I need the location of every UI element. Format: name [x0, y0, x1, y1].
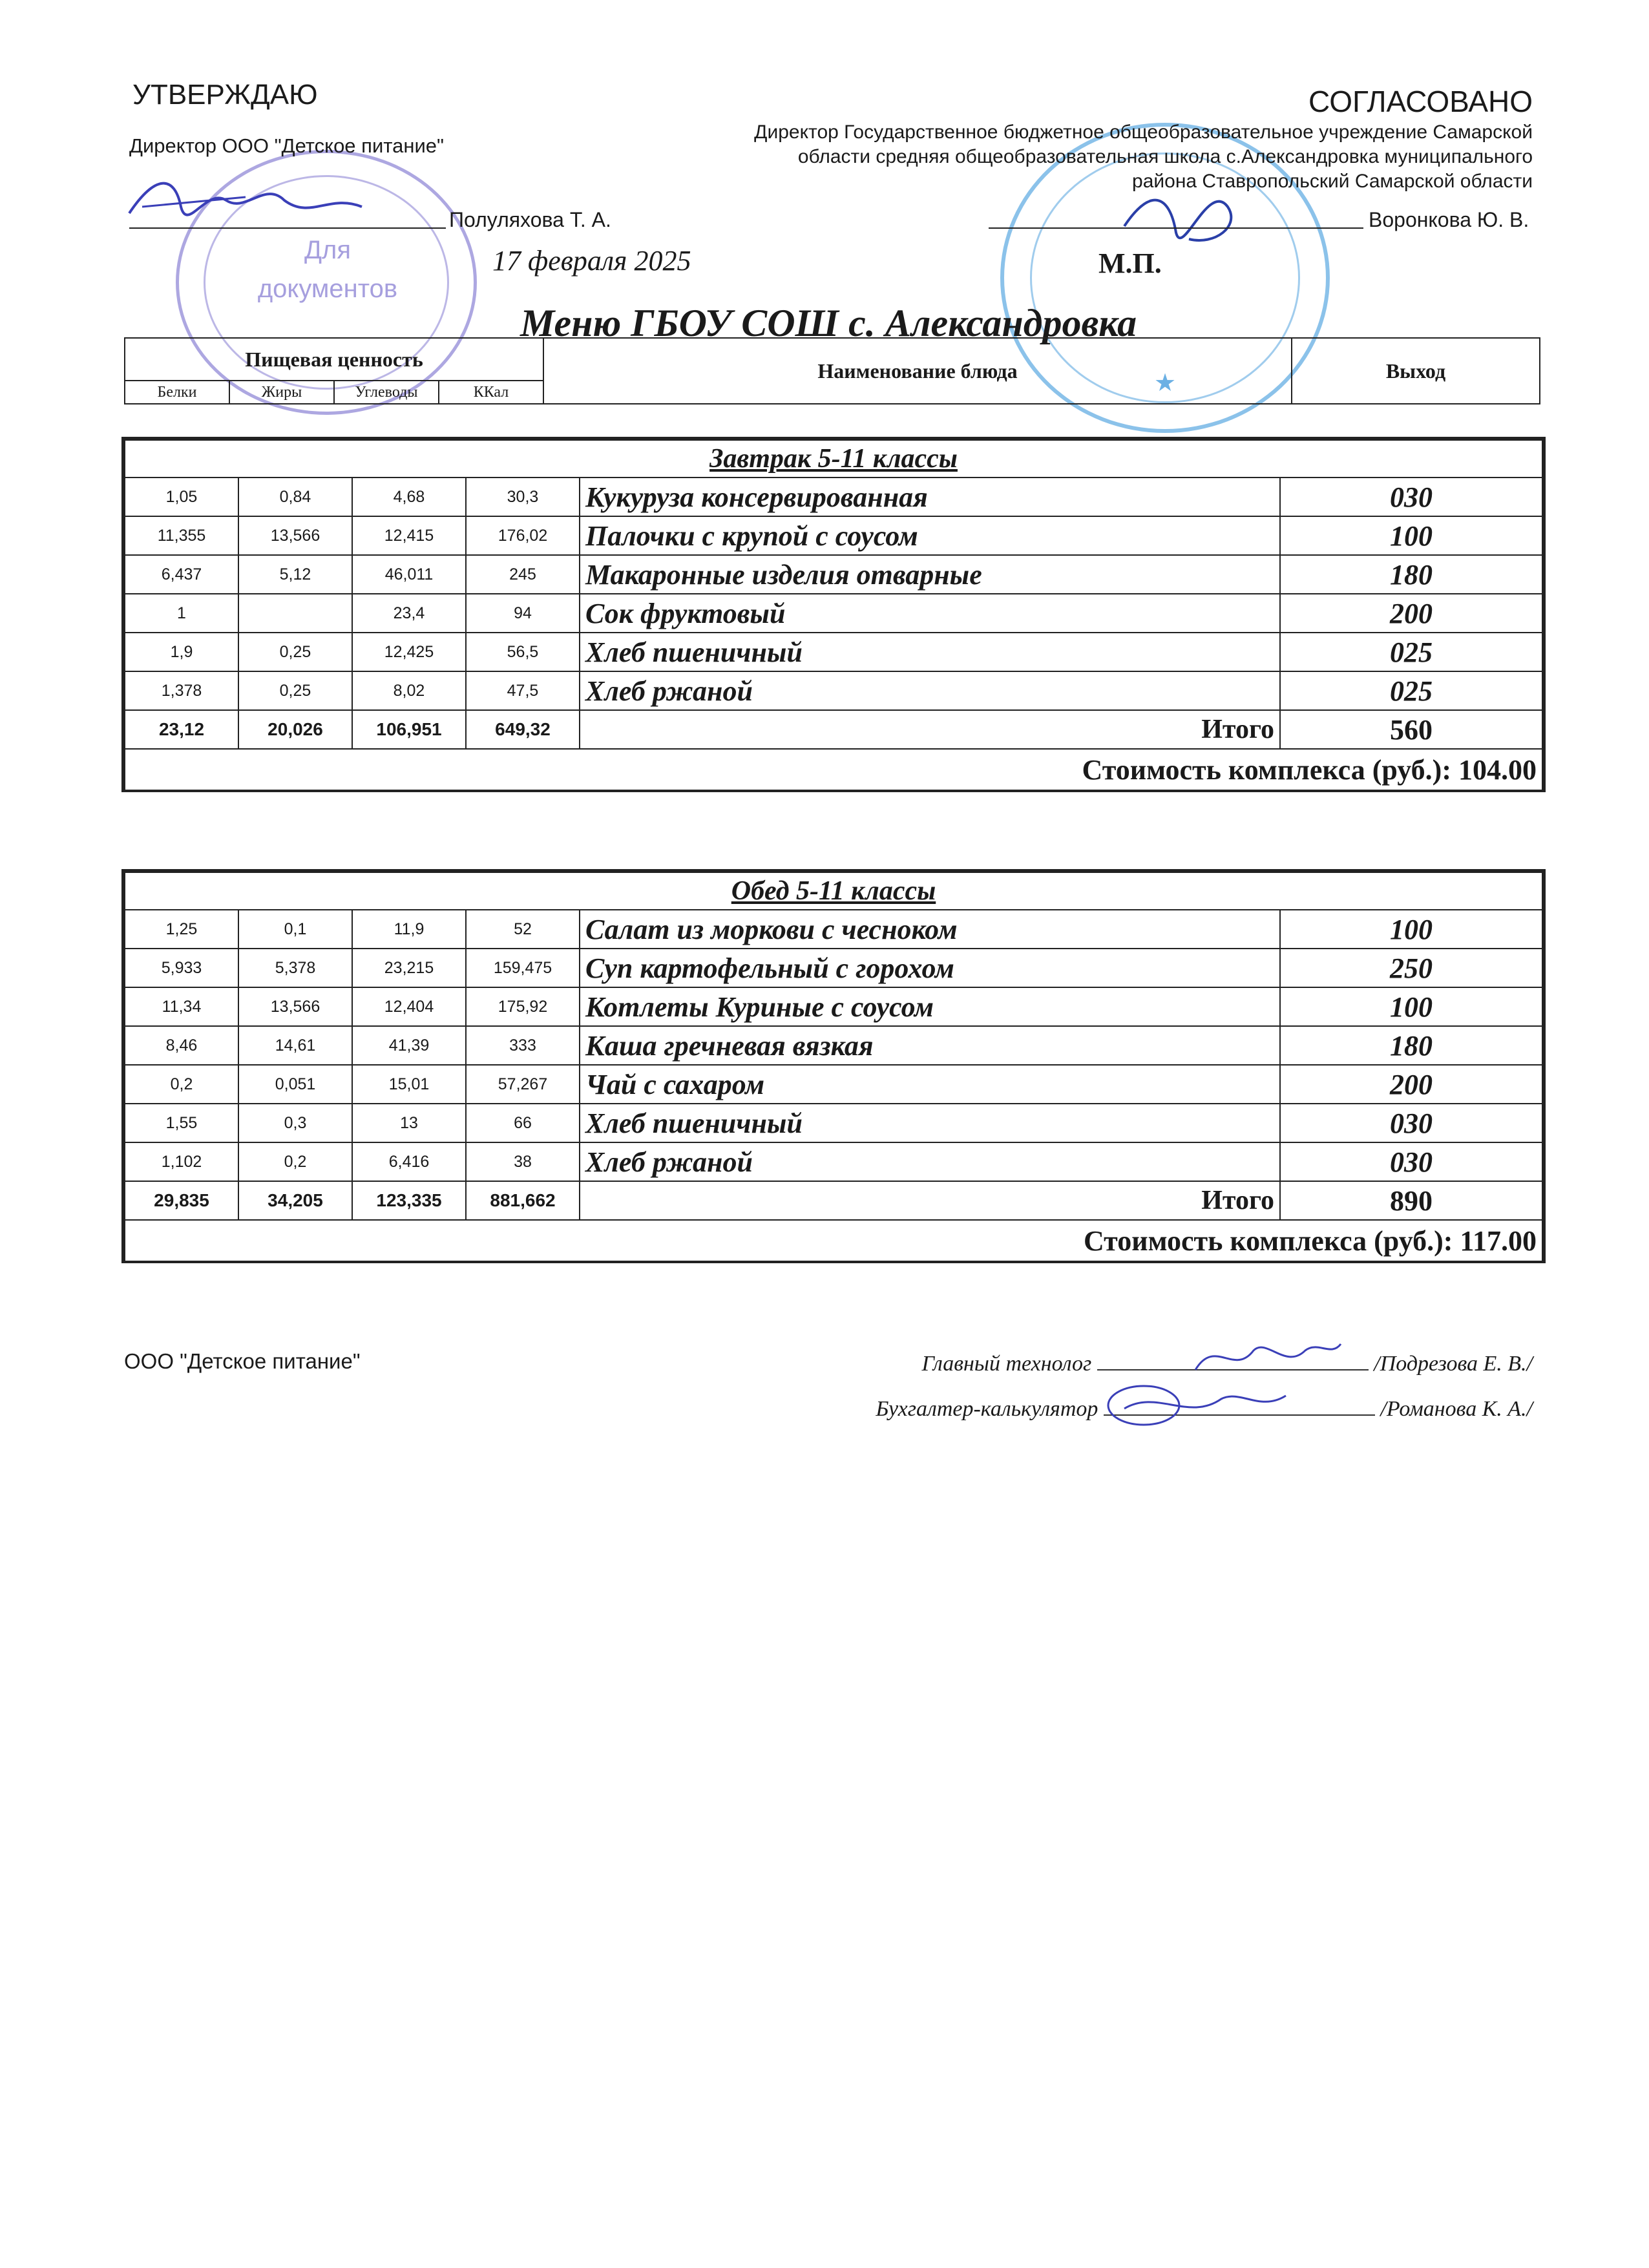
table-row — [125, 1026, 1542, 1065]
dish-cell: Хлеб ржаной — [580, 671, 1280, 710]
approve-title: УТВЕРЖДАЮ — [132, 79, 318, 110]
proteins-cell: 8,46 — [125, 1026, 238, 1065]
kcal-cell: 66 — [466, 1104, 580, 1142]
dish-cell: Котлеты Куриные с соусом — [580, 987, 1280, 1026]
kcal-cell: 333 — [466, 1026, 580, 1065]
fats-cell: 0,84 — [238, 478, 352, 516]
agreed-title: СОГЛАСОВАНО — [1308, 85, 1533, 118]
yield-cell: 180 — [1280, 555, 1542, 594]
company-name: ООО "Детское питание" — [124, 1349, 361, 1373]
lunch-block — [121, 869, 1546, 1263]
yield-cell: 030 — [1280, 478, 1542, 516]
total-fats: 20,026 — [238, 710, 352, 749]
table-row — [125, 633, 1542, 671]
approve-signature — [116, 162, 375, 246]
proteins-cell: 11,34 — [125, 987, 238, 1026]
fats-cell: 5,378 — [238, 949, 352, 987]
table-row — [125, 1065, 1542, 1104]
agreed-signature-line — [989, 227, 1363, 229]
kcal-cell: 56,5 — [466, 633, 580, 671]
fats-cell — [238, 594, 352, 633]
table-row — [125, 949, 1542, 987]
kcal-cell: 57,267 — [466, 1065, 580, 1104]
dish-cell: Кукуруза консервированная — [580, 478, 1280, 516]
carbs-cell: 23,215 — [352, 949, 466, 987]
fats-cell: 5,12 — [238, 555, 352, 594]
carbs-cell: 15,01 — [352, 1065, 466, 1104]
fats-cell: 0,2 — [238, 1142, 352, 1181]
total-proteins: 23,12 — [125, 710, 238, 749]
kcal-cell: 52 — [466, 910, 580, 949]
column-header-table — [124, 337, 1540, 404]
yield-cell: 030 — [1280, 1104, 1542, 1142]
fats-cell: 0,25 — [238, 671, 352, 710]
dish-cell: Макаронные изделия отварные — [580, 555, 1280, 594]
breakfast-block — [121, 437, 1546, 792]
total-row — [125, 710, 1542, 749]
dish-cell: Хлеб пшеничный — [580, 1104, 1280, 1142]
carbs-cell: 23,4 — [352, 594, 466, 633]
carbs-cell: 12,404 — [352, 987, 466, 1026]
fats-cell: 0,1 — [238, 910, 352, 949]
proteins-cell: 1,25 — [125, 910, 238, 949]
approve-signature-line — [129, 227, 446, 229]
kcal-cell: 38 — [466, 1142, 580, 1181]
total-kcal: 881,662 — [466, 1181, 580, 1220]
lunch-cost: Стоимость комплекса (руб.): 117.00 — [125, 1220, 1542, 1261]
proteins-cell: 1,378 — [125, 671, 238, 710]
carbs-header: Углеводы — [334, 381, 439, 404]
dish-cell: Сок фруктовый — [580, 594, 1280, 633]
dish-cell: Суп картофельный с горохом — [580, 949, 1280, 987]
dish-cell: Хлеб ржаной — [580, 1142, 1280, 1181]
yield-cell: 200 — [1280, 594, 1542, 633]
total-label: Итого — [580, 710, 1280, 749]
kcal-cell: 245 — [466, 555, 580, 594]
total-carbs: 123,335 — [352, 1181, 466, 1220]
left-stamp-text: Для документов — [257, 236, 398, 303]
breakfast-cost: Стоимость комплекса (руб.): 104.00 — [125, 749, 1542, 790]
yield-cell: 025 — [1280, 671, 1542, 710]
document-date: 17 февраля 2025 — [492, 245, 691, 277]
proteins-cell: 6,437 — [125, 555, 238, 594]
dish-cell: Хлеб пшеничный — [580, 633, 1280, 671]
total-row — [125, 1181, 1542, 1220]
total-fats: 34,205 — [238, 1181, 352, 1220]
dish-header: Наименование блюда — [543, 338, 1292, 404]
agreed-position: Директор Государственное бюджетное общеобразовательное учреждение Самарской области средняя общеобразовательная школа с.Александровка муниципального района Ставропольский Самарской области — [754, 121, 1533, 192]
kcal-cell: 175,92 — [466, 987, 580, 1026]
dish-cell: Салат из моркови с чесноком — [580, 910, 1280, 949]
table-row — [125, 516, 1542, 555]
proteins-header: Белки — [125, 381, 229, 404]
fats-cell: 13,566 — [238, 516, 352, 555]
dish-cell: Палочки с крупой с соусом — [580, 516, 1280, 555]
carbs-cell: 11,9 — [352, 910, 466, 949]
carbs-cell: 46,011 — [352, 555, 466, 594]
total-yield: 560 — [1280, 710, 1542, 749]
breakfast-title: Завтрак 5-11 классы — [125, 440, 1542, 478]
fats-cell: 0,3 — [238, 1104, 352, 1142]
agreed-name: Воронкова Ю. В. — [1369, 208, 1529, 231]
yield-cell: 025 — [1280, 633, 1542, 671]
acc-role: Бухгалтер-калькулятор — [876, 1397, 1098, 1421]
tech-signature — [1189, 1331, 1344, 1383]
table-row — [125, 987, 1542, 1026]
carbs-cell: 12,425 — [352, 633, 466, 671]
fats-cell: 14,61 — [238, 1026, 352, 1065]
proteins-cell: 1,05 — [125, 478, 238, 516]
approve-name: Полуляхова Т. А. — [449, 208, 611, 231]
nutrition-header: Пищевая ценность — [125, 338, 543, 381]
table-row — [125, 1104, 1542, 1142]
table-row — [125, 555, 1542, 594]
dish-cell: Чай с сахаром — [580, 1065, 1280, 1104]
proteins-cell: 1 — [125, 594, 238, 633]
yield-cell: 250 — [1280, 949, 1542, 987]
kcal-cell: 159,475 — [466, 949, 580, 987]
proteins-cell: 5,933 — [125, 949, 238, 987]
tech-name: /Подрезова Е. В./ — [1374, 1352, 1533, 1376]
carbs-cell: 13 — [352, 1104, 466, 1142]
yield-cell: 200 — [1280, 1065, 1542, 1104]
fats-header: Жиры — [229, 381, 334, 404]
table-row — [125, 594, 1542, 633]
proteins-cell: 1,55 — [125, 1104, 238, 1142]
kcal-header: ККал — [439, 381, 543, 404]
yield-cell: 180 — [1280, 1026, 1542, 1065]
acc-signature — [1098, 1376, 1292, 1434]
total-proteins: 29,835 — [125, 1181, 238, 1220]
table-row — [125, 478, 1542, 516]
menu-title: Меню ГБОУ СОШ с. Александровка — [520, 302, 1137, 344]
proteins-cell: 1,9 — [125, 633, 238, 671]
carbs-cell: 41,39 — [352, 1026, 466, 1065]
yield-cell: 100 — [1280, 910, 1542, 949]
table-row — [125, 910, 1542, 949]
carbs-cell: 4,68 — [352, 478, 466, 516]
total-carbs: 106,951 — [352, 710, 466, 749]
dish-cell: Каша гречневая вязкая — [580, 1026, 1280, 1065]
kcal-cell: 30,3 — [466, 478, 580, 516]
yield-cell: 030 — [1280, 1142, 1542, 1181]
approve-position: Директор ООО "Детское питание" — [129, 134, 445, 157]
table-row — [125, 1142, 1542, 1181]
kcal-cell: 47,5 — [466, 671, 580, 710]
proteins-cell: 11,355 — [125, 516, 238, 555]
right-stamp-star: ★ — [1153, 368, 1177, 397]
total-label: Итого — [580, 1181, 1280, 1220]
fats-cell: 0,051 — [238, 1065, 352, 1104]
yield-cell: 100 — [1280, 987, 1542, 1026]
yield-cell: 100 — [1280, 516, 1542, 555]
carbs-cell: 12,415 — [352, 516, 466, 555]
total-yield: 890 — [1280, 1181, 1542, 1220]
table-row — [125, 671, 1542, 710]
lunch-title: Обед 5-11 классы — [125, 872, 1542, 910]
tech-role: Главный технолог — [921, 1352, 1092, 1376]
fats-cell: 13,566 — [238, 987, 352, 1026]
carbs-cell: 8,02 — [352, 671, 466, 710]
carbs-cell: 6,416 — [352, 1142, 466, 1181]
seal-place-label: М.П. — [1098, 247, 1162, 279]
fats-cell: 0,25 — [238, 633, 352, 671]
kcal-cell: 94 — [466, 594, 580, 633]
acc-name: /Романова К. А./ — [1380, 1397, 1533, 1421]
proteins-cell: 0,2 — [125, 1065, 238, 1104]
kcal-cell: 176,02 — [466, 516, 580, 555]
total-kcal: 649,32 — [466, 710, 580, 749]
yield-header: Выход — [1292, 338, 1540, 404]
proteins-cell: 1,102 — [125, 1142, 238, 1181]
